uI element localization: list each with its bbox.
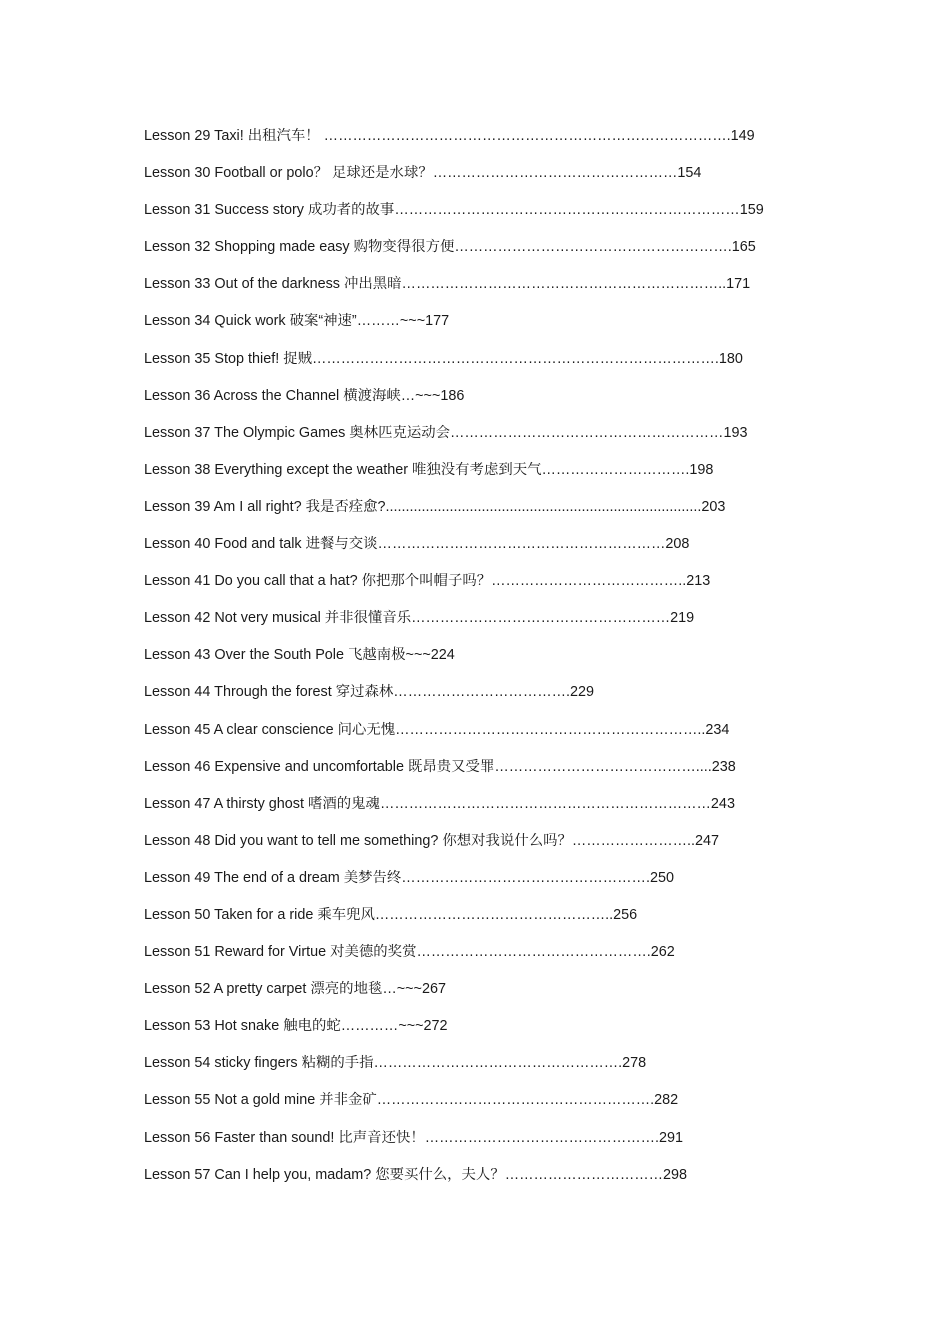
toc-entry-lesson-55: Lesson 55 Not a gold mine 并非金矿………………………………………………….282	[144, 1092, 679, 1109]
table-of-contents	[144, 124, 844, 1200]
toc-entry-lesson-35: Lesson 35 Stop thief! 捉贼………………………………………………………………………….180	[144, 350, 743, 367]
toc-entry-lesson-42: Lesson 42 Not very musical 并非很懂音乐………………………………………………219	[144, 610, 695, 627]
toc-entry-lesson-56: Lesson 56 Faster than sound! 比声音还快！………………………………………….291	[144, 1129, 684, 1146]
toc-entry-lesson-45: Lesson 45 A clear conscience 问心无愧………………………………………………………..234	[144, 721, 730, 738]
toc-entry-lesson-43: Lesson 43 Over the South Pole 飞越南极~~~224	[144, 647, 455, 664]
toc-entry-lesson-41: Lesson 41 Do you call that a hat? 你把那个叫帽子吗？…………………………………..213	[144, 573, 711, 590]
toc-entry-lesson-33: Lesson 33 Out of the darkness 冲出黑暗…………………………………………………………..171	[144, 276, 751, 293]
toc-entry-lesson-44: Lesson 44 Through the forest 穿过森林……………………………….229	[144, 684, 594, 701]
toc-entry-lesson-51: Lesson 51 Reward for Virtue 对美德的奖赏………………………………………….262	[144, 944, 675, 961]
toc-entry-lesson-34: Lesson 34 Quick work 破案“神速”………~~~177	[144, 313, 450, 330]
toc-entry-lesson-30: Lesson 30 Football or polo？ 足球还是水球？……………………………………………154	[144, 165, 702, 182]
toc-entry-lesson-49: Lesson 49 The end of a dream 美梦告终…………………………………………….250	[144, 869, 674, 886]
toc-entry-lesson-31: Lesson 31 Success story 成功者的故事………………………………………………………………159	[144, 202, 764, 219]
toc-entry-lesson-50: Lesson 50 Taken for a ride 乘车兜风…………………………………………..256	[144, 906, 638, 923]
toc-entry-lesson-39: Lesson 39 Am I all right? 我是否痊愈?...............................................................................203	[144, 498, 726, 515]
toc-entry-lesson-36: Lesson 36 Across the Channel 横渡海峡…~~~186	[144, 387, 465, 404]
toc-entry-lesson-47: Lesson 47 A thirsty ghost 嗜酒的鬼魂……………………………………………………………243	[144, 795, 735, 812]
toc-entry-lesson-32: Lesson 32 Shopping made easy 购物变得很方便………………………………………………….165	[144, 239, 756, 256]
toc-entry-lesson-29: Lesson 29 Taxi! 出租汽车！ ………………………………………………………………………….149	[144, 128, 755, 144]
toc-entry-lesson-46: Lesson 46 Expensive and uncomfortable 既昂贵又受罪……………………………………....238	[144, 758, 736, 775]
toc-entry-lesson-57: Lesson 57 Can I help you, madam? 您要买什么，夫人？……………………………298	[144, 1166, 688, 1183]
toc-entry-lesson-37: Lesson 37 The Olympic Games 奥林匹克运动会…………………………………………………193	[144, 424, 748, 441]
toc-entry-lesson-38: Lesson 38 Everything except the weather 唯独没有考虑到天气………………………….198	[144, 461, 714, 478]
toc-entry-lesson-54: Lesson 54 sticky fingers 粘糊的手指…………………………………………….278	[144, 1055, 647, 1072]
toc-entry-lesson-53: Lesson 53 Hot snake 触电的蛇…………~~~272	[144, 1018, 448, 1035]
toc-entry-lesson-40: Lesson 40 Food and talk 进餐与交谈……………………………………………………208	[144, 536, 690, 553]
toc-entry-lesson-52: Lesson 52 A pretty carpet 漂亮的地毯…~~~267	[144, 981, 446, 998]
toc-entry-lesson-48: Lesson 48 Did you want to tell me something? 你想对我说什么吗？……………………..247	[144, 832, 720, 849]
